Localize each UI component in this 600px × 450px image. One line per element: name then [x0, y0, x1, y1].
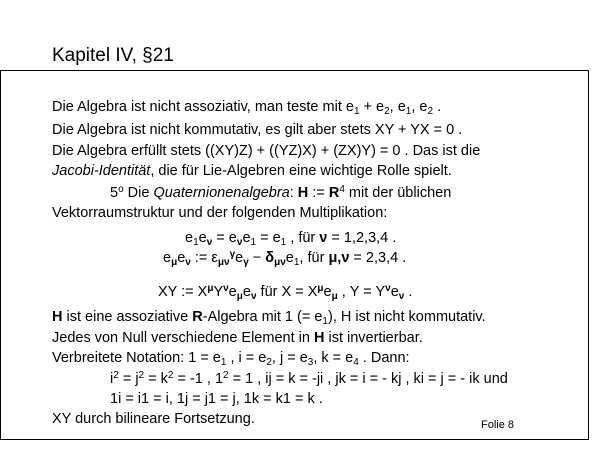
text-line-2: Die Algebra ist nicht kommutativ, es gilt aber stets XY + YX = 0 .	[52, 122, 463, 138]
text-line-6: Vektorraumstruktur und der folgenden Multiplikation:	[52, 205, 388, 221]
text-line-10: $i^2 = j^2 = k^2 = -1$ , $1^2 = 1$ , ij = k = -ji , jk = i = - kj , ki = j = - ik und	[110, 370, 508, 387]
text-line-4: Jacobi-Identität, die für Lie-Algebren eine wichtige Rolle spielt.	[52, 163, 452, 179]
text-line-3: Die Algebra erfüllt stets ((XY)Z) + ((YZ)X) + (ZX)Y) = 0 . Das ist die	[52, 143, 481, 159]
slide-number: Folie 8	[481, 419, 515, 431]
text-line-7: H ist eine assoziative R-Algebra mit 1 (= $e_1$), H ist nicht kommutativ.	[52, 309, 486, 327]
text-line-1: Die Algebra ist nicht assoziativ, man teste mit $e_1 + e_2$, $e_1$, $e_2$ .	[52, 99, 442, 117]
text-line-8: Jedes von Null verschiedene Element in H ist invertierbar.	[52, 330, 423, 346]
text-line-12: XY durch bilineare Fortsetzung.	[52, 411, 255, 427]
formula-line-2: $e_\mu e_\nu$ := $\varepsilon_{\mu\nu}^\gamma e_\gamma - \delta_{\mu\nu}e_1$, für μ,ν = 2,3,4 .	[163, 249, 407, 268]
formula-line-3: XY := $X^\mu Y^\nu e_\mu e_\nu$ für $X = X^\mu e_\mu$ , $Y = Y^\nu e_\nu$ .	[158, 283, 413, 302]
text-line-11: 1i = i1 = i, 1j = j1 = j, 1k = k1 = k .	[110, 391, 323, 407]
formula-line-1: $e_1e_\nu = e_\nu e_1 = e_1$ , für ν = 1,2,3,4 .	[185, 230, 397, 248]
text-line-5: 5$^o$ Die Quaternionenalgebra: H := $R^4$ mit der üblichen	[110, 184, 452, 201]
slide-title: Kapitel IV, §21	[52, 45, 174, 66]
text-line-9: Verbreitete Notation: $1 = e_1$ , $i = e_2$, $j = e_3$, $k = e_4$ . Dann:	[52, 350, 410, 368]
